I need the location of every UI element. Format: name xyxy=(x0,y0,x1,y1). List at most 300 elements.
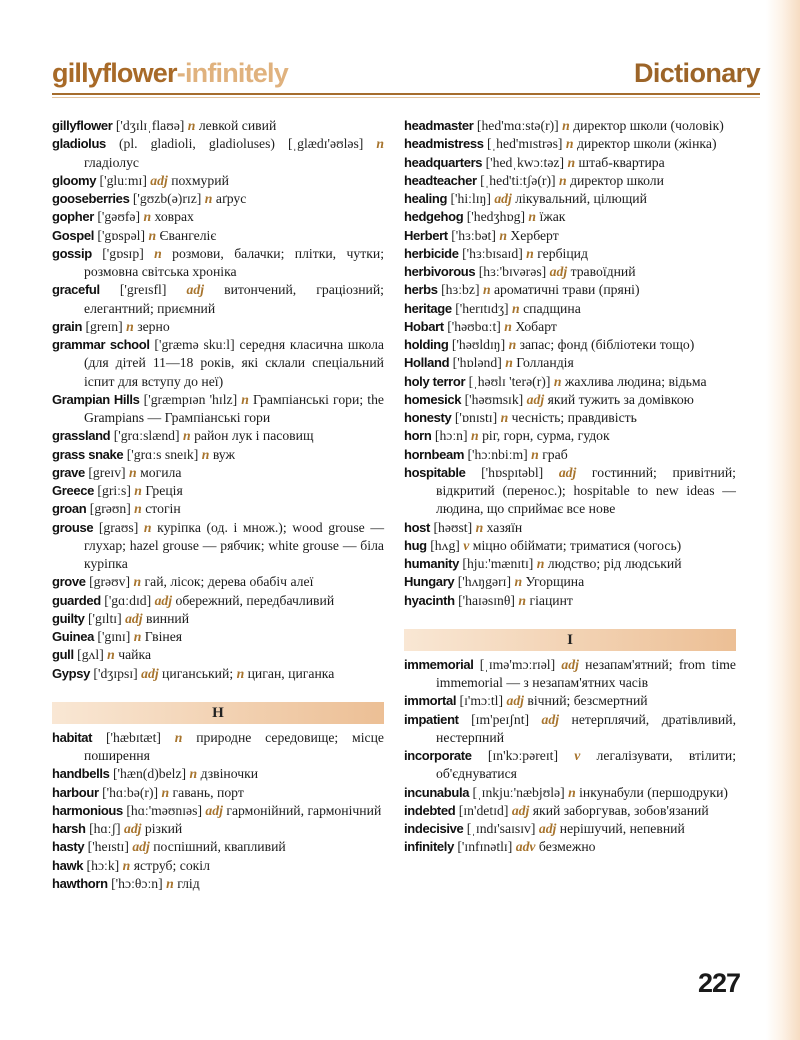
part-of-speech: n xyxy=(183,428,191,444)
headword: horn xyxy=(404,428,432,444)
definition: район лук і пасовищ xyxy=(190,428,314,444)
headword: guarded xyxy=(52,592,101,608)
headword: honesty xyxy=(404,410,452,425)
definition: глід xyxy=(173,875,200,891)
pronunciation: ['hæn(d)belz] xyxy=(109,766,190,782)
part-of-speech: n xyxy=(187,118,196,133)
right-column xyxy=(404,117,736,857)
definition: левкой сивий xyxy=(195,118,277,133)
pronunciation: [hɑː'məʊnɪəs] xyxy=(122,802,206,818)
headword: Hobart xyxy=(404,318,444,334)
dictionary-entry xyxy=(404,336,736,354)
definition: винний xyxy=(142,610,190,626)
pronunciation: ['gɪnɪ] xyxy=(93,629,134,644)
pronunciation: ['hɔːnbiːm] xyxy=(464,446,532,462)
definition: їжак xyxy=(536,209,566,225)
dictionary-entry xyxy=(404,446,736,464)
definition: безмежно xyxy=(535,839,596,855)
running-title xyxy=(52,56,288,90)
definition: стогін xyxy=(141,501,181,517)
headword: hornbeam xyxy=(404,446,465,462)
definition: різкий xyxy=(141,821,183,836)
part-of-speech: adj xyxy=(541,711,560,727)
part-of-speech: n xyxy=(148,227,157,243)
definition: курiпка (од. і множ.); wood grouse — глухар; hazel grouse — рябчик; white grouse — біла курiпка xyxy=(84,519,385,571)
dictionary-entry xyxy=(404,190,736,208)
running-title-last-word: infinitely xyxy=(184,58,288,88)
definition: Грампіанські гори; the Grampians — Грампіанські гори xyxy=(84,391,384,425)
dictionary-entry xyxy=(52,765,384,783)
part-of-speech: adj xyxy=(506,693,524,709)
dictionary-entry xyxy=(404,318,736,336)
headword: Grampian Hills xyxy=(52,391,140,407)
definition: який тужить за домівкою xyxy=(544,391,694,407)
headword: Guinea xyxy=(52,629,94,644)
part-of-speech: n xyxy=(134,501,142,517)
headword: gladiolus xyxy=(52,136,106,152)
definition: Херберт xyxy=(506,227,559,243)
pronunciation: ['haɪəsɪnθ] xyxy=(454,592,519,608)
definition: розмови, балачки; плітки, чутки; розмовна світська хроніка xyxy=(84,245,384,279)
definition: легалізувати, втілити; об'єднуватися xyxy=(436,748,737,782)
pronunciation: ['hedˌkwɔːtəz] xyxy=(482,154,568,170)
headword: hug xyxy=(404,537,427,553)
definition: директор школи (жінка) xyxy=(573,136,717,152)
dictionary-entry xyxy=(404,172,736,190)
dictionary-entry xyxy=(404,208,736,226)
pronunciation: ['greɪsfl] xyxy=(99,282,187,298)
dictionary-entry xyxy=(52,628,384,646)
dictionary-entry xyxy=(52,227,384,245)
definition: гербіцид xyxy=(533,245,588,261)
headword: gopher xyxy=(52,209,94,225)
part-of-speech: n xyxy=(499,227,507,243)
dictionary-entry xyxy=(404,711,736,748)
headword: host xyxy=(404,519,431,535)
definition: Греція xyxy=(141,483,183,498)
part-of-speech: n xyxy=(536,556,545,571)
entries-h xyxy=(52,729,384,893)
definition: гай, лісок; дерева обабіч алеї xyxy=(141,574,314,590)
dictionary-entry xyxy=(52,573,384,591)
letter-heading-i: I xyxy=(404,629,736,651)
part-of-speech: adj xyxy=(526,391,545,407)
pronunciation: ['gɒspəl] xyxy=(93,227,149,243)
pronunciation: [ˌhəʊlɪ 'terə(r)] xyxy=(465,373,554,389)
definition: штаб-квартира xyxy=(575,154,665,170)
definition: Гвінея xyxy=(141,629,183,644)
part-of-speech: n xyxy=(376,136,384,152)
dictionary-entry xyxy=(404,820,736,838)
part-of-speech: v xyxy=(574,748,581,763)
definition: Євангеліє xyxy=(156,227,217,243)
dictionary-entry xyxy=(404,802,736,820)
pronunciation: ['herɪtɪdʒ] xyxy=(451,300,513,316)
part-of-speech: n xyxy=(204,191,213,206)
headword: grouse xyxy=(52,519,94,535)
pronunciation: [ɪn'kɔːpəreɪt] xyxy=(471,748,575,763)
part-of-speech: adj xyxy=(558,464,577,480)
headword: gillyflower xyxy=(52,118,113,133)
pronunciation: ['hɔːθɔːn] xyxy=(107,875,167,891)
dictionary-entry xyxy=(404,573,736,591)
dictionary-entry xyxy=(52,117,384,135)
pronunciation: [ˌhed'tiːtʃə(r)] xyxy=(476,172,560,188)
part-of-speech: adj xyxy=(186,282,205,298)
part-of-speech: n xyxy=(559,172,567,188)
part-of-speech: adj xyxy=(561,656,579,672)
header-rule-light xyxy=(52,97,760,98)
dictionary-entry xyxy=(52,245,384,282)
headword: herbs xyxy=(404,282,438,298)
headword: incorporate xyxy=(404,748,472,763)
entries-g xyxy=(52,117,384,683)
headword: headteacher xyxy=(404,172,477,188)
headword: headmistress xyxy=(404,136,484,152)
dictionary-entry xyxy=(52,729,384,766)
pronunciation: ['gəʊfə] xyxy=(93,209,144,225)
part-of-speech: n xyxy=(475,519,484,535)
headword: gull xyxy=(52,647,74,663)
part-of-speech: n xyxy=(126,318,134,334)
headword: graceful xyxy=(52,282,100,298)
headword: gloomy xyxy=(52,172,97,188)
dictionary-entry xyxy=(52,427,384,445)
pronunciation: [hɔːn] xyxy=(431,428,472,444)
dictionary-entry xyxy=(52,857,384,875)
part-of-speech: n xyxy=(134,483,142,498)
pronunciation: [hɑːʃ] xyxy=(85,821,124,836)
dictionary-entry xyxy=(404,135,736,153)
dictionary-entry xyxy=(52,208,384,226)
dictionary-entry xyxy=(52,318,384,336)
headword: hasty xyxy=(52,839,85,855)
headword: immortal xyxy=(404,693,457,709)
headword: grave xyxy=(52,464,85,480)
pronunciation: [grəʊv] xyxy=(85,574,134,590)
pronunciation: ['dʒɪpsɪ] xyxy=(90,665,142,681)
definition: міцно обіймати; триматися (чогось) xyxy=(469,537,682,553)
part-of-speech: n xyxy=(531,446,539,462)
pronunciation: ['gluːmɪ] xyxy=(96,172,151,188)
pronunciation: ['hɑːbə(r)] xyxy=(98,784,162,800)
running-title-first-word: gillyflower xyxy=(52,58,177,88)
dictionary-entry xyxy=(52,802,384,820)
definition: дзвіночки xyxy=(197,766,259,782)
headword: grammar school xyxy=(52,337,150,352)
headword: guilty xyxy=(52,610,85,626)
part-of-speech: adj xyxy=(154,592,173,608)
headword: immemorial xyxy=(404,656,474,672)
part-of-speech: n xyxy=(174,729,183,745)
headword: healing xyxy=(404,191,448,206)
headword: Gypsy xyxy=(52,665,90,681)
dictionary-entry xyxy=(52,646,384,664)
part-of-speech: adj xyxy=(150,172,168,188)
pronunciation: [ˌɪndɪ'saɪsɪv] xyxy=(463,821,539,836)
part-of-speech: n xyxy=(565,136,574,152)
header-rule xyxy=(52,93,760,95)
dictionary-entry xyxy=(52,172,384,190)
part-of-speech: n xyxy=(129,464,137,480)
definition: нерішучий, непевний xyxy=(556,821,685,836)
pronunciation: ['həʊmsɪk] xyxy=(461,391,527,407)
definition: похмурий xyxy=(167,172,229,188)
left-column xyxy=(52,117,384,893)
dictionary-entry xyxy=(404,427,736,445)
headword: indebted xyxy=(404,802,456,818)
definition: запас; фонд (бібліотеки тощо) xyxy=(516,337,695,352)
headword: hyacinth xyxy=(404,592,455,608)
headword: Herbert xyxy=(404,227,448,243)
headword: holding xyxy=(404,337,449,352)
definition: чесність; правдивість xyxy=(508,410,637,425)
pronunciation: [gʌl] xyxy=(73,647,108,663)
headword: hospitable xyxy=(404,464,466,480)
pronunciation: ['grɑːslænd] xyxy=(110,428,184,444)
dictionary-entry xyxy=(52,838,384,856)
part-of-speech: n xyxy=(189,766,198,782)
part-of-speech: n xyxy=(143,209,152,225)
pronunciation: [ɪ'mɔːtl] xyxy=(456,693,507,709)
headword: harmonious xyxy=(52,802,123,818)
running-title-separator: - xyxy=(176,58,185,88)
headword: headmaster xyxy=(404,118,474,133)
definition: спадщина xyxy=(519,300,581,316)
dictionary-entry xyxy=(404,784,736,802)
pronunciation: ['gɒsɪp] xyxy=(91,245,155,261)
definition: нетерплячий, дратівливий, нестерпний xyxy=(436,711,736,745)
pronunciation: [hɜːbz] xyxy=(437,282,483,298)
definition-2: циган, циганка xyxy=(244,665,335,681)
part-of-speech: n xyxy=(567,154,576,170)
pronunciation: [greɪn] xyxy=(82,318,127,334)
pronunciation: ['həʊldɪŋ] xyxy=(448,337,509,352)
definition: яструб; сокіл xyxy=(130,857,210,873)
dictionary-entry xyxy=(52,784,384,802)
definition: людство; рід людський xyxy=(544,556,682,571)
pronunciation: [griːs] xyxy=(94,483,135,498)
part-of-speech: n xyxy=(508,337,517,352)
part-of-speech: n xyxy=(133,629,142,644)
pronunciation: [hʌg] xyxy=(426,537,464,553)
headword: handbells xyxy=(52,766,110,782)
part-of-speech: n xyxy=(512,300,520,316)
definition: травоїдний xyxy=(567,264,636,279)
pronunciation: [ɪm'peɪʃnt] xyxy=(458,711,542,727)
part-of-speech: n xyxy=(526,245,534,261)
pronunciation: [hɜː'bɪvərəs] xyxy=(475,264,550,279)
definition: жахлива людина; відьма xyxy=(561,373,707,389)
page-number: 227 xyxy=(697,968,740,998)
pronunciation: ['gɪltɪ] xyxy=(84,610,126,626)
pronunciation: [ˌɪnkjuː'næbjʊlə] xyxy=(469,784,569,800)
definition: циганський; xyxy=(158,665,237,681)
dictionary-entry xyxy=(404,154,736,172)
dictionary-entry xyxy=(404,281,736,299)
definition: гладіолус xyxy=(84,154,140,170)
pronunciation: [ˌhed'mɪstrəs] xyxy=(483,136,566,152)
part-of-speech: n xyxy=(161,784,170,800)
headword: holy terror xyxy=(404,373,466,389)
part-of-speech: adj xyxy=(125,610,143,626)
dictionary-entry xyxy=(52,875,384,893)
part-of-speech: adj xyxy=(549,264,568,279)
headword: grove xyxy=(52,574,86,590)
dictionary-entry xyxy=(404,354,736,372)
pronunciation: [hɔːk] xyxy=(83,857,123,873)
definition: обережний, передбачливий xyxy=(172,592,335,608)
definition: гавань, порт xyxy=(169,784,244,800)
dictionary-entry xyxy=(52,281,384,318)
part-of-speech: adj xyxy=(494,191,512,206)
definition: ріг, горн, сурма, гудок xyxy=(478,428,610,444)
definition: інкунабули (першодруки) xyxy=(575,784,728,800)
part-of-speech: n xyxy=(471,428,479,444)
headword: Greece xyxy=(52,483,94,498)
pronunciation: ['græmə skuːl] xyxy=(149,337,240,352)
part-of-speech: adj xyxy=(141,665,159,681)
entries-h-continued xyxy=(404,117,736,610)
dictionary-entry xyxy=(404,227,736,245)
pronunciation: [graʊs] xyxy=(93,519,144,535)
dictionary-entry xyxy=(52,446,384,464)
definition: могила xyxy=(136,464,182,480)
part-of-speech: n xyxy=(553,373,562,389)
dictionary-entry xyxy=(52,665,384,683)
pronunciation: ['gɑːdɪd] xyxy=(100,592,155,608)
definition: вічний; безсмертний xyxy=(523,693,648,709)
part-of-speech: n xyxy=(107,647,115,663)
part-of-speech: n xyxy=(568,784,576,800)
headword: gooseberries xyxy=(52,191,130,206)
pronunciation: [grəʊn] xyxy=(86,501,135,517)
headword: hawthorn xyxy=(52,875,108,891)
dictionary-entry xyxy=(404,692,736,710)
headword: Holland xyxy=(404,355,450,371)
headword: impatient xyxy=(404,711,459,727)
definition: Угорщина xyxy=(522,574,585,590)
part-of-speech: adj xyxy=(538,821,557,836)
pronunciation: [ɪn'detɪd] xyxy=(455,802,512,818)
part-of-speech: n xyxy=(154,245,162,261)
definition: хазяїн xyxy=(483,519,523,535)
dictionary-entry xyxy=(404,373,736,391)
definition: гостинний; привітний; відкритий (перенос.); hospitable to new ideas — людина, що сприймає все нове xyxy=(436,464,736,517)
pronunciation: ['hɜːbɪsaɪd] xyxy=(458,245,527,261)
definition: витончений, граціозний; елегантний; приємний xyxy=(84,282,384,316)
definition: зерно xyxy=(133,318,170,334)
pronunciation: ['grɑːs sneɪk] xyxy=(123,446,202,462)
definition: граб xyxy=(538,446,568,462)
dictionary-entry xyxy=(404,592,736,610)
definition: директор школи xyxy=(566,172,664,188)
headword: grass snake xyxy=(52,446,124,462)
part-of-speech: n xyxy=(133,574,142,590)
dictionary-entry xyxy=(404,537,736,555)
definition: аґрус xyxy=(212,191,247,206)
pronunciation: [greɪv] xyxy=(84,464,130,480)
part-of-speech: n xyxy=(528,209,537,225)
part-of-speech: n xyxy=(122,857,131,873)
definition: чайка xyxy=(114,647,152,663)
definition: директор школи (чоловік) xyxy=(569,118,724,133)
dictionary-entry xyxy=(52,519,384,574)
part-of-speech: n xyxy=(143,519,152,535)
pronunciation: ['hedʒhɒg] xyxy=(463,209,529,225)
entries-i xyxy=(404,656,736,857)
pronunciation: ['həʊbɑːt] xyxy=(443,318,505,334)
dictionary-entry xyxy=(52,190,384,208)
part-of-speech: adj xyxy=(205,802,223,818)
headword: Gospel xyxy=(52,227,94,243)
headword: incunabula xyxy=(404,784,470,800)
headword: harbour xyxy=(52,784,99,800)
definition: вуж xyxy=(209,446,235,462)
part-of-speech: adj xyxy=(123,821,142,836)
pronunciation: ['ɒnɪstɪ] xyxy=(451,410,501,425)
part-of-speech: n xyxy=(505,355,513,371)
definition: лікувальний, цілющий xyxy=(511,191,647,206)
dictionary-entry xyxy=(404,391,736,409)
dictionary-entry xyxy=(52,336,384,391)
headword: grain xyxy=(52,318,83,334)
pronunciation: ['gʊzb(ə)rɪz] xyxy=(129,191,205,206)
dictionary-entry xyxy=(404,464,736,519)
definition: гіацинт xyxy=(526,592,573,608)
pronunciation: ['hʌŋgərɪ] xyxy=(454,574,515,590)
section-name: Dictionary xyxy=(633,58,760,88)
letter-heading-h: H xyxy=(52,702,384,724)
dictionary-entry xyxy=(404,263,736,281)
part-of-speech: n xyxy=(504,318,512,334)
headword: homesick xyxy=(404,391,462,407)
definition: ховрах xyxy=(151,209,194,225)
pronunciation: ['dʒɪlɪˌflaʊə] xyxy=(112,118,188,133)
definition: Хобарт xyxy=(511,318,557,334)
definition: середня класична школа (для дітей 11—18 років, які склали спеціальний іспит для вступу до неї) xyxy=(84,337,384,389)
part-of-speech-2: n xyxy=(236,665,245,681)
pronunciation: ['heɪstɪ] xyxy=(84,839,133,855)
headword: headquarters xyxy=(404,154,483,170)
part-of-speech: adj xyxy=(132,839,150,855)
headword: hawk xyxy=(52,857,84,873)
dictionary-entry xyxy=(52,820,384,838)
headword: Hungary xyxy=(404,574,455,590)
pronunciation: ['ɪnfɪnətlɪ] xyxy=(453,839,516,855)
pronunciation: [ˌɪmə'mɔːrɪəl] xyxy=(473,656,562,672)
part-of-speech: adv xyxy=(515,839,536,855)
dictionary-entry xyxy=(52,135,384,172)
dictionary-entry xyxy=(404,747,736,784)
part-of-speech: n xyxy=(500,410,509,425)
part-of-speech: adj xyxy=(511,802,530,818)
dictionary-entry xyxy=(52,500,384,518)
definition: природне середовище; місце поширення xyxy=(84,729,384,763)
dictionary-entry xyxy=(52,464,384,482)
pronunciation: ['græmpɪən 'hɪlz] xyxy=(139,391,242,407)
pronunciation: ['hɒlənd] xyxy=(449,355,506,371)
headword: groan xyxy=(52,501,87,517)
pronunciation: ['hɒspɪtəbl] xyxy=(465,464,559,480)
pronunciation: (pl. gladioli, gladioluses) [ˌglædɪ'əʊləs] xyxy=(105,136,377,152)
headword: gossip xyxy=(52,245,92,261)
dictionary-entry xyxy=(404,117,736,135)
dictionary-entry xyxy=(404,409,736,427)
definition: ароматичні трави (пряні) xyxy=(490,282,640,298)
definition: поспішний, квапливий xyxy=(149,839,286,855)
headword: habitat xyxy=(52,729,93,745)
